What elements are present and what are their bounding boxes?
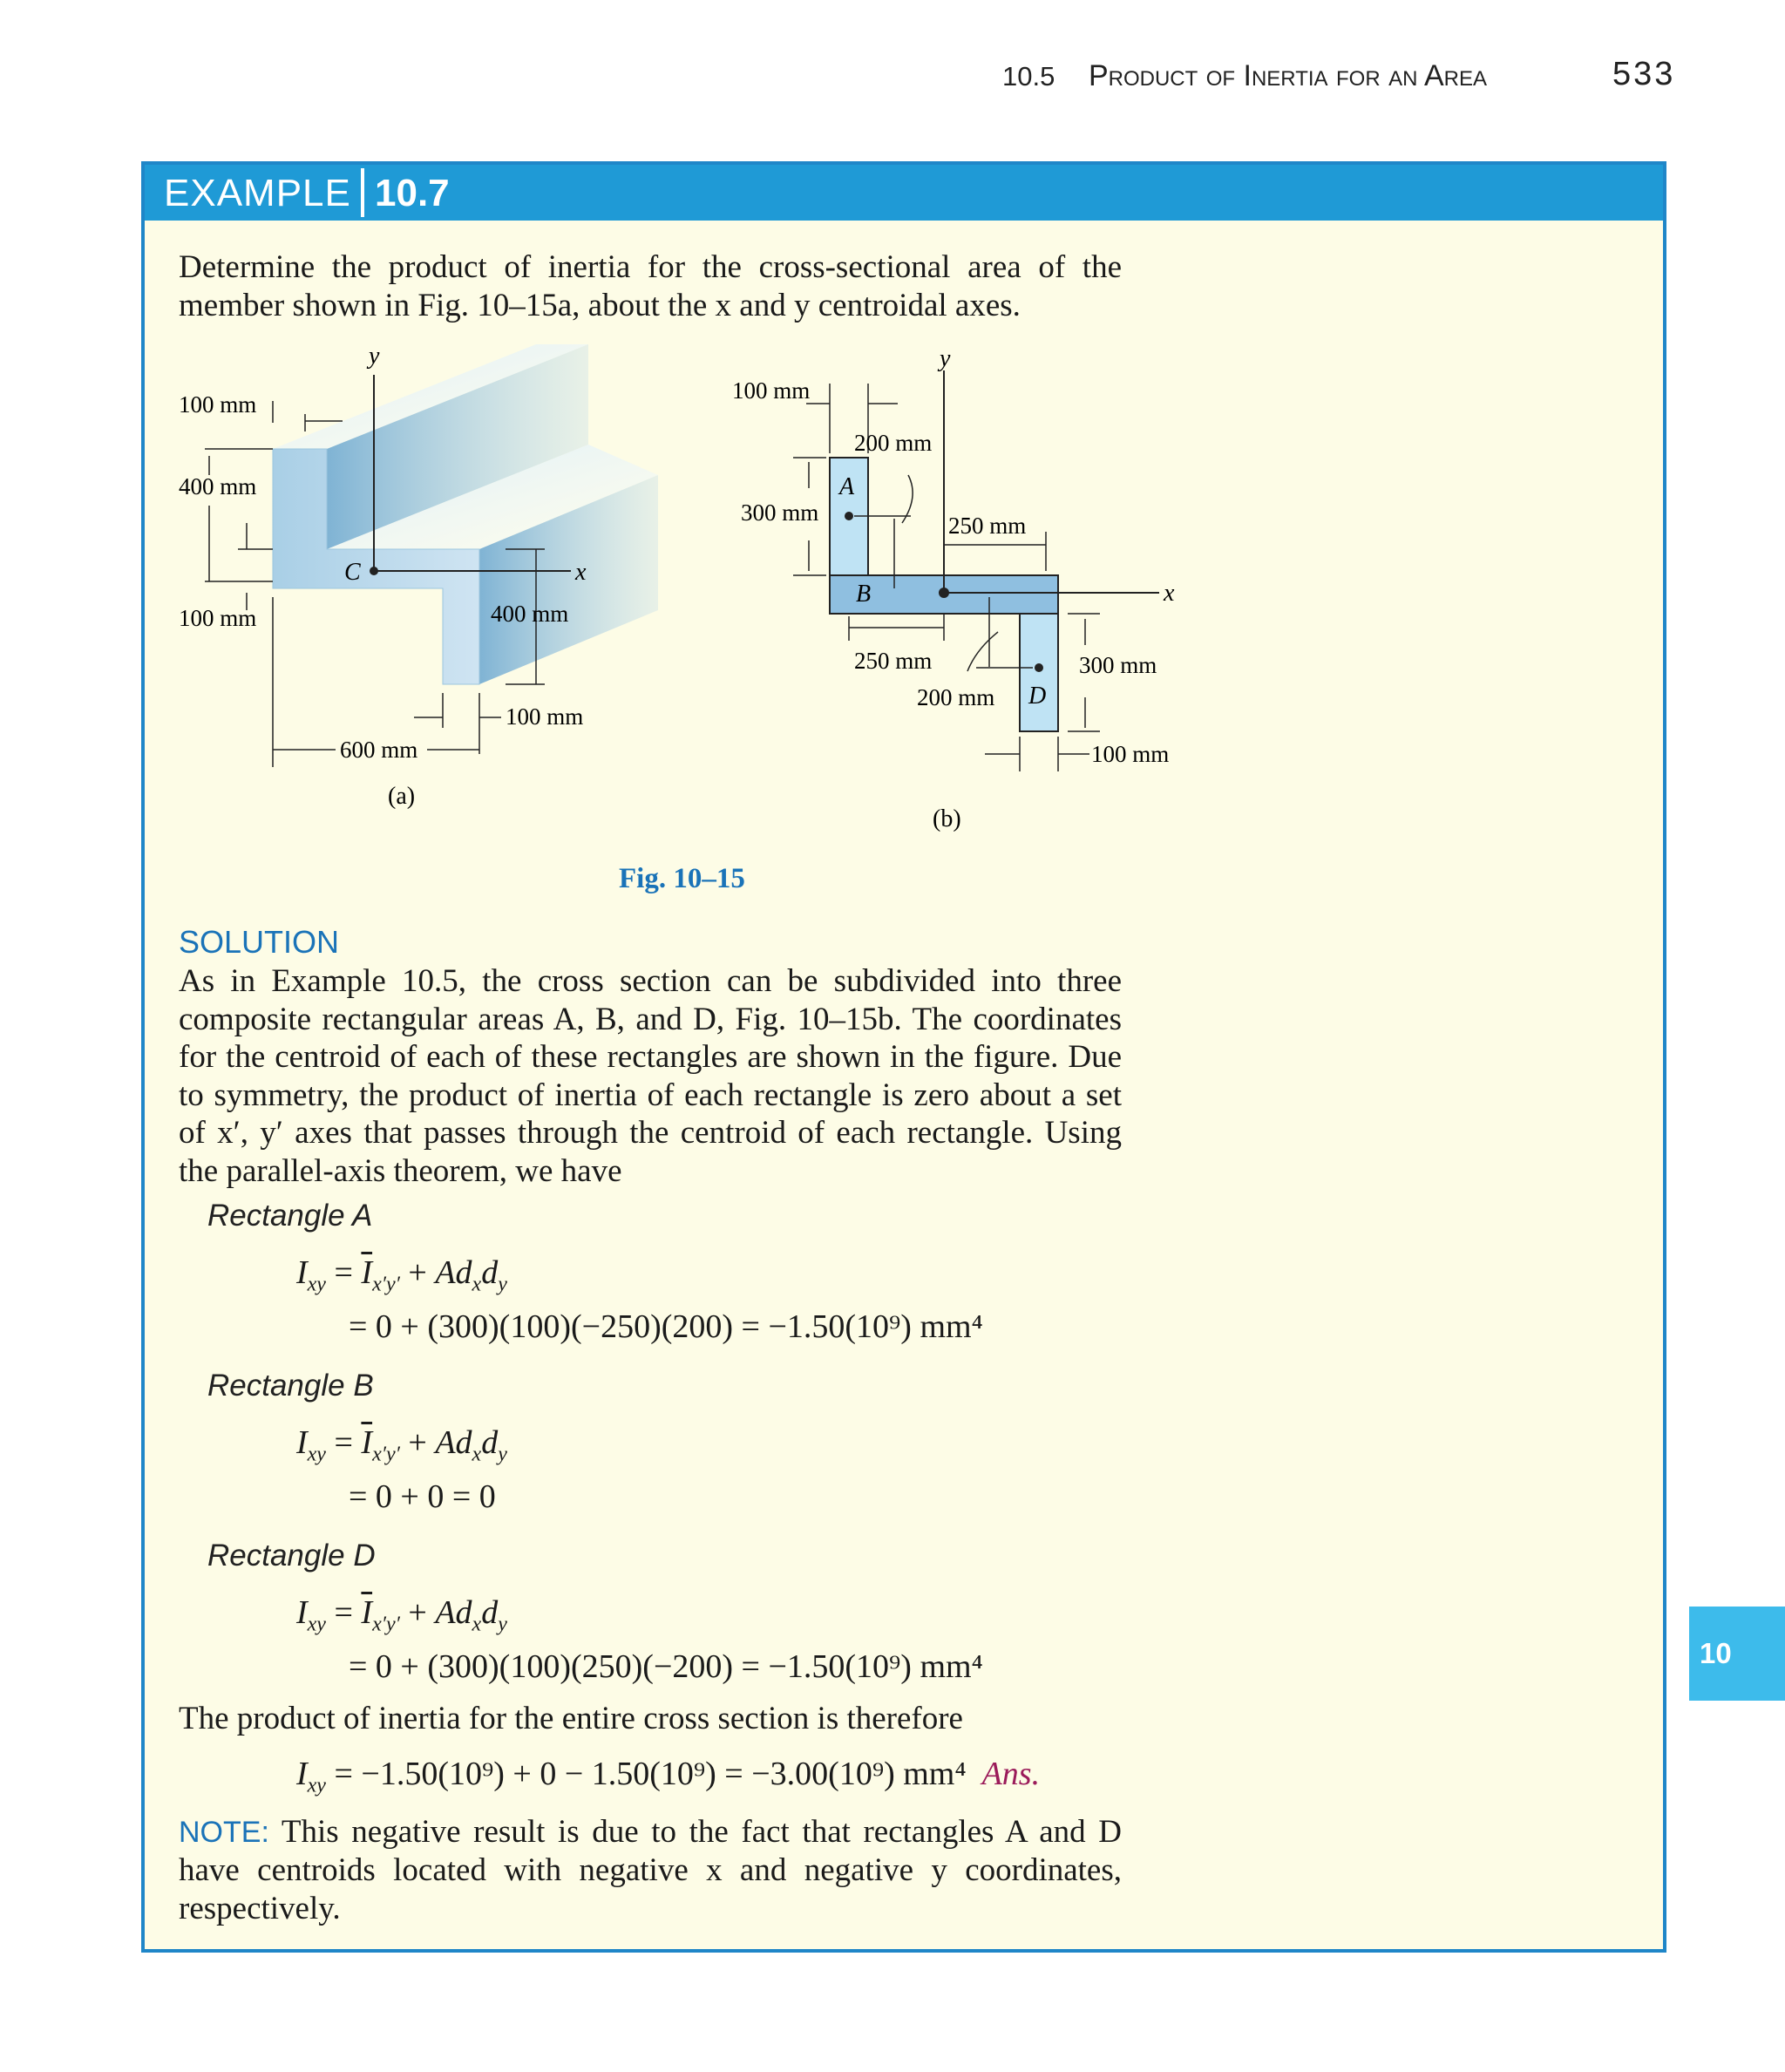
fig-b-label: (b) [933, 805, 961, 832]
section-title: Product of Inertia for an Area [1088, 59, 1488, 92]
eq-d-line2: = 0 + (300)(100)(250)(−200) = −1.50(10⁹) mm⁴ [349, 1648, 983, 1685]
fig-a-centroid-dot [370, 567, 378, 575]
rect-D-label: D [1028, 683, 1047, 710]
chapter-tab-number: 10 [1700, 1637, 1732, 1669]
rect-d-label: Rectangle D [207, 1539, 376, 1573]
note-label: NOTE: [179, 1816, 269, 1849]
solution-heading: SOLUTION [179, 924, 340, 960]
fig-b-dim-top-width: 100 mm [732, 377, 811, 404]
fig-a-y-axis-label: y [369, 344, 380, 370]
fig-b-dim-A-height: 300 mm [741, 499, 819, 526]
running-header [1002, 59, 1487, 93]
fig-b-dim-bottom-width: 100 mm [1091, 741, 1170, 767]
fig-b-y-axis-label: y [940, 345, 951, 372]
answer-label: Ans. [981, 1756, 1041, 1792]
eq-b-line1: $I_{xy} = \overline{I}_{x'y'} + Ad_xd_y$ [296, 1424, 507, 1466]
fig-b-dim-D-dx: 250 mm [854, 648, 933, 674]
rect-D-centroid-dot [1035, 663, 1043, 672]
fig-a-dim-width: 600 mm [340, 737, 418, 763]
example-number: 10.7 [375, 172, 450, 214]
rect-A-label: A [839, 473, 855, 500]
eq-a-line1: $I_{xy} = \overline{I}_{x'y'} + Ad_xd_y$ [296, 1254, 507, 1296]
eq-a-line2: = 0 + (300)(100)(−250)(200) = −1.50(10⁹) mm⁴ [349, 1308, 983, 1345]
figure-a [170, 344, 658, 824]
fig-a-dim-top: 100 mm [179, 391, 257, 418]
fig-a-x-axis-label: x [575, 559, 587, 586]
fig-a-label: (a) [388, 783, 416, 810]
rect-a-label: Rectangle A [207, 1199, 373, 1233]
eq-d-line1: $I_{xy} = \overline{I}_{x'y'} + Ad_xd_y$ [296, 1594, 507, 1636]
page-number: 533 [1612, 56, 1676, 92]
note [179, 1813, 1122, 1928]
fig-a-dim-right-height: 400 mm [491, 601, 569, 627]
rect-A-centroid-dot [845, 512, 853, 520]
fig-a-dim-bottom: 100 mm [179, 605, 257, 631]
total-text: The product of inertia for the entire cross section is therefore [179, 1701, 963, 1736]
eq-total: $I_{xy} = -1.50(10^9) + 0 - 1.50(10^9) = -3.00(10^9)$ mm⁴ Ans. [296, 1756, 1041, 1797]
note-text: This negative result is due to the fact that rectangles A and D have centroids located with negative x and negative y coordinates, respectively. [179, 1814, 1122, 1926]
example-label: EXAMPLE [164, 172, 351, 214]
figure-caption: Fig. 10–15 [619, 863, 745, 894]
fig-b-dim-D-y: 200 mm [917, 684, 995, 710]
fig-b-dim-A-dx: 250 mm [948, 513, 1027, 539]
rect-B-label: B [856, 581, 872, 608]
fig-a-dim-height: 400 mm [179, 473, 257, 499]
fig-a-dim-right-thickness: 100 mm [506, 703, 584, 730]
fig-a-centroid-label: C [344, 559, 361, 586]
example-separator [361, 168, 364, 217]
example-header-bar [145, 165, 1663, 221]
fig-b-x-axis-label: x [1164, 580, 1175, 607]
chapter-tab [1689, 1607, 1785, 1701]
figure-b [723, 344, 1211, 841]
solution-text: As in Example 10.5, the cross section can be subdivided into three composite rectangular areas A, B, and D, Fig. 10–15b. The coordinates for the centroid of each of these rectangles are shown in the figure. Due to symmetry, the product of inertia of each rectangle is zero about a set of x′, y′ axes that passes through the centroid of each rectangle. Using the parallel-axis theorem, we have [179, 963, 1122, 1189]
eq-b-line2: = 0 + 0 = 0 [349, 1478, 496, 1515]
rect-b-label: Rectangle B [207, 1369, 374, 1403]
rect-D [1020, 614, 1058, 731]
section-number: 10.5 [1002, 61, 1055, 92]
fig-b-origin-dot [939, 588, 949, 598]
fig-b-dim-A-x: 200 mm [854, 430, 933, 456]
fig-b-dim-D-height: 300 mm [1079, 652, 1157, 678]
eq-total-rhs: = −1.50(10⁹) + 0 − 1.50(10⁹) = −3.00(10⁹) mm⁴ [334, 1756, 967, 1792]
problem-statement: Determine the product of inertia for the cross-sectional area of the member shown in Fig. 10–15a, about the x and y centroidal axes. [179, 249, 1122, 323]
